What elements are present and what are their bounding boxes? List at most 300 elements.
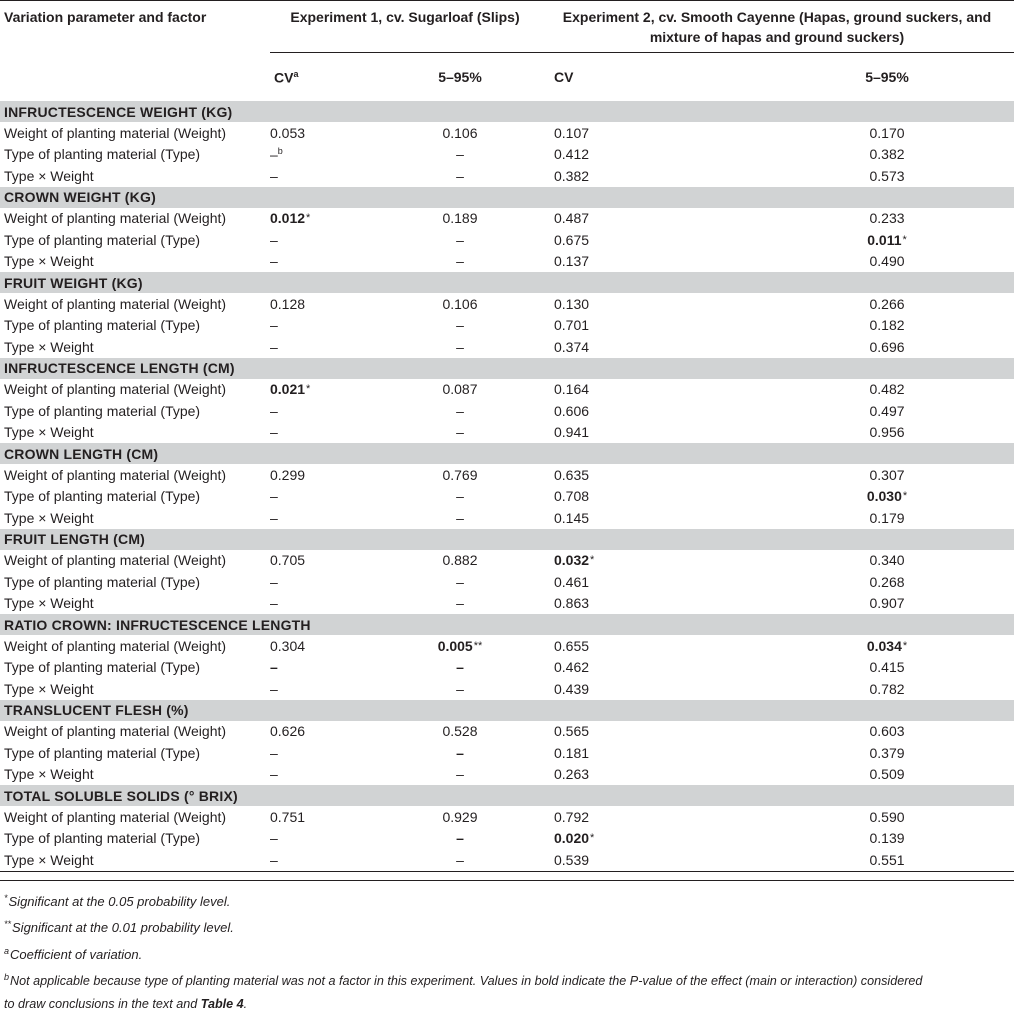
table-row: [0, 208, 1014, 230]
exp1-cv-cell: [270, 464, 380, 486]
exp1-range-cell: [380, 721, 540, 743]
table-row: [0, 486, 1014, 508]
exp2-range-cell: [760, 229, 1014, 251]
value: 0.307: [869, 467, 904, 483]
significant-value: 0.011: [867, 232, 901, 248]
value: 0.462: [554, 659, 589, 675]
exp2-cv-cell: [540, 486, 760, 508]
value: 0.528: [442, 723, 477, 739]
value: 0.106: [442, 296, 477, 312]
table-row: [0, 464, 1014, 486]
value: –: [270, 147, 278, 163]
exp1-range-cell: [380, 251, 540, 273]
significant-value: 0.005: [438, 638, 473, 654]
footnote-a-marker: a: [293, 69, 298, 79]
exp1-range-cell: [380, 507, 540, 529]
exp1-range-cell: [380, 379, 540, 401]
table-row: [0, 507, 1014, 529]
header-exp1-cv-label: CV: [274, 69, 293, 85]
value: 0.374: [554, 339, 589, 355]
value: 0.053: [270, 125, 305, 141]
value: 0.863: [554, 595, 589, 611]
table-row: [0, 336, 1014, 358]
footnote-4-continued: [4, 993, 1014, 1015]
value: 0.487: [554, 210, 589, 226]
footnote-b-marker: b: [278, 146, 283, 156]
footnote-2: [4, 913, 1014, 940]
value: 0.139: [869, 830, 904, 846]
exp2-range-cell: [760, 379, 1014, 401]
table-row: [0, 293, 1014, 315]
value: 0.675: [554, 232, 589, 248]
footnote-4-text-line2: to draw conclusions in the text and: [4, 997, 201, 1011]
row-label: Type × Weight: [0, 422, 270, 444]
exp2-range-cell: [760, 293, 1014, 315]
value: –: [270, 253, 278, 269]
value: –: [456, 510, 464, 526]
value: –: [270, 168, 278, 184]
value: –: [270, 574, 278, 590]
footnote-4-mark: b: [4, 972, 9, 982]
group-title: FRUIT WEIGHT (KG): [0, 272, 1014, 293]
exp1-range-cell: [380, 293, 540, 315]
value: –: [456, 146, 464, 162]
value: 0.708: [554, 488, 589, 504]
exp2-cv-cell: [540, 464, 760, 486]
value: 0.482: [869, 381, 904, 397]
significant-value: –: [456, 830, 464, 846]
value: 0.565: [554, 723, 589, 739]
value: 0.304: [270, 638, 305, 654]
exp1-range-cell: [380, 229, 540, 251]
exp2-range-cell: [760, 593, 1014, 615]
value: 0.461: [554, 574, 589, 590]
group-header-row: [0, 700, 1014, 721]
exp1-cv-cell: [270, 550, 380, 572]
table-row: [0, 635, 1014, 657]
row-label: Type × Weight: [0, 336, 270, 358]
exp2-range-cell: [760, 422, 1014, 444]
table-row: [0, 379, 1014, 401]
exp2-cv-cell: [540, 144, 760, 166]
value: 0.603: [869, 723, 904, 739]
value: 0.299: [270, 467, 305, 483]
exp2-cv-cell: [540, 828, 760, 850]
header-experiment-2-line1: Experiment 2, cv. Smooth Cayenne (Hapas, ground suckers, and: [540, 9, 1014, 25]
table-row: [0, 721, 1014, 743]
exp1-range-cell: [380, 742, 540, 764]
exp1-range-cell: [380, 550, 540, 572]
table-row: [0, 251, 1014, 273]
row-label: Type of planting material (Type): [0, 571, 270, 593]
value: 0.792: [554, 809, 589, 825]
footnote-1-text: Significant at the 0.05 probability level.: [9, 894, 231, 909]
table-row: [0, 165, 1014, 187]
exp2-cv-cell: [540, 122, 760, 144]
group-title: INFRUCTESCENCE WEIGHT (KG): [0, 101, 1014, 122]
value: 0.164: [554, 381, 589, 397]
table-row: [0, 315, 1014, 337]
value: 0.751: [270, 809, 305, 825]
exp1-range-cell: [380, 828, 540, 850]
value: –: [456, 681, 464, 697]
value: 0.268: [869, 574, 904, 590]
value: –: [456, 317, 464, 333]
value: –: [270, 403, 278, 419]
value: 0.379: [869, 745, 904, 761]
value: –: [456, 424, 464, 440]
exp2-cv-cell: [540, 251, 760, 273]
value: 0.182: [869, 317, 904, 333]
header-experiment-1: [270, 1, 540, 53]
exp1-cv-cell: [270, 828, 380, 850]
group-header-row: [0, 785, 1014, 806]
value: 0.439: [554, 681, 589, 697]
group-header-row: [0, 358, 1014, 379]
value: –: [456, 339, 464, 355]
exp2-cv-cell: [540, 571, 760, 593]
exp1-range-cell: [380, 635, 540, 657]
significance-marker: *: [903, 490, 907, 502]
exp2-cv-cell: [540, 293, 760, 315]
exp1-cv-cell: [270, 635, 380, 657]
row-label: Type × Weight: [0, 849, 270, 871]
value: 0.782: [869, 681, 904, 697]
row-label: Type of planting material (Type): [0, 742, 270, 764]
table-row: [0, 571, 1014, 593]
value: –: [456, 232, 464, 248]
exp1-cv-cell: [270, 721, 380, 743]
exp1-cv-cell: [270, 229, 380, 251]
exp1-cv-cell: [270, 742, 380, 764]
header-experiment-2-line2: mixture of hapas and ground suckers): [540, 29, 1014, 45]
row-label: Type of planting material (Type): [0, 229, 270, 251]
value: 0.635: [554, 467, 589, 483]
row-label: Type × Weight: [0, 165, 270, 187]
row-label: Weight of planting material (Weight): [0, 379, 270, 401]
significant-value: 0.030: [867, 488, 902, 504]
significant-value: 0.020: [554, 830, 589, 846]
exp1-range-cell: [380, 657, 540, 679]
table-body: [0, 101, 1014, 871]
footnote-2-text: Significant at the 0.01 probability level.: [12, 920, 234, 935]
exp1-cv-cell: [270, 315, 380, 337]
header-exp2-range: 5–95%: [760, 53, 1014, 102]
table-row: [0, 400, 1014, 422]
value: 0.539: [554, 852, 589, 868]
table-row: [0, 742, 1014, 764]
row-label: Weight of planting material (Weight): [0, 208, 270, 230]
exp1-range-cell: [380, 806, 540, 828]
exp2-cv-cell: [540, 400, 760, 422]
header-experiment-2: [540, 1, 1014, 53]
header-exp2-cv: CV: [540, 53, 760, 102]
table-row: [0, 764, 1014, 786]
group-title: CROWN WEIGHT (KG): [0, 187, 1014, 208]
row-label: Type of planting material (Type): [0, 828, 270, 850]
header-exp1-range: 5–95%: [380, 53, 540, 102]
table-4-link[interactable]: Table 4: [201, 997, 244, 1011]
exp2-cv-cell: [540, 165, 760, 187]
exp1-cv-cell: [270, 251, 380, 273]
significant-value: 0.012: [270, 210, 305, 226]
value: –: [456, 595, 464, 611]
value: 0.705: [270, 552, 305, 568]
exp2-range-cell: [760, 400, 1014, 422]
significance-marker: **: [474, 640, 483, 652]
exp1-cv-cell: [270, 507, 380, 529]
exp1-cv-cell: [270, 422, 380, 444]
exp2-cv-cell: [540, 593, 760, 615]
group-header-row: [0, 443, 1014, 464]
exp2-range-cell: [760, 635, 1014, 657]
group-header-row: [0, 614, 1014, 635]
value: 0.130: [554, 296, 589, 312]
value: 0.696: [869, 339, 904, 355]
footnote-4-end: .: [244, 997, 248, 1011]
exp1-cv-cell: [270, 657, 380, 679]
value: 0.263: [554, 766, 589, 782]
exp1-cv-cell: [270, 336, 380, 358]
value: –: [456, 168, 464, 184]
row-label: Type × Weight: [0, 593, 270, 615]
table-row: [0, 806, 1014, 828]
value: –: [456, 574, 464, 590]
table-row: [0, 678, 1014, 700]
exp1-range-cell: [380, 400, 540, 422]
table-row: [0, 849, 1014, 871]
exp1-range-cell: [380, 849, 540, 871]
exp1-range-cell: [380, 464, 540, 486]
table-row: [0, 144, 1014, 166]
value: 0.170: [869, 125, 904, 141]
row-label: Weight of planting material (Weight): [0, 550, 270, 572]
value: 0.128: [270, 296, 305, 312]
table-row: [0, 229, 1014, 251]
exp2-range-cell: [760, 165, 1014, 187]
exp2-range-cell: [760, 507, 1014, 529]
value: –: [456, 403, 464, 419]
value: –: [456, 766, 464, 782]
value: 0.769: [442, 467, 477, 483]
exp1-cv-cell: [270, 678, 380, 700]
header-blank: [0, 53, 270, 102]
exp1-cv-cell: [270, 486, 380, 508]
value: 0.551: [869, 852, 904, 868]
value: 0.145: [554, 510, 589, 526]
exp2-cv-cell: [540, 336, 760, 358]
exp2-cv-cell: [540, 229, 760, 251]
footnote-1-mark: *: [4, 893, 8, 903]
significant-value: –: [456, 659, 464, 675]
table-row: [0, 657, 1014, 679]
exp2-range-cell: [760, 849, 1014, 871]
exp1-range-cell: [380, 336, 540, 358]
group-header-row: [0, 101, 1014, 122]
table-row: [0, 122, 1014, 144]
header-parameter: Variation parameter and factor: [0, 1, 270, 53]
header-exp1-cv: [270, 53, 380, 102]
value: 0.956: [869, 424, 904, 440]
value: –: [270, 766, 278, 782]
value: –: [270, 339, 278, 355]
exp1-range-cell: [380, 165, 540, 187]
value: –: [270, 745, 278, 761]
value: 0.929: [442, 809, 477, 825]
header-experiment-1-label: Experiment 1, cv. Sugarloaf (Slips): [270, 9, 540, 25]
group-title: FRUIT LENGTH (CM): [0, 529, 1014, 550]
value: –: [270, 595, 278, 611]
exp2-range-cell: [760, 208, 1014, 230]
exp1-cv-cell: [270, 764, 380, 786]
exp1-range-cell: [380, 571, 540, 593]
group-header-row: [0, 187, 1014, 208]
value: 0.626: [270, 723, 305, 739]
exp2-cv-cell: [540, 635, 760, 657]
significant-value: –: [270, 659, 278, 675]
exp2-range-cell: [760, 742, 1014, 764]
exp2-range-cell: [760, 251, 1014, 273]
exp1-range-cell: [380, 315, 540, 337]
exp2-cv-cell: [540, 657, 760, 679]
exp2-cv-cell: [540, 764, 760, 786]
exp1-cv-cell: [270, 379, 380, 401]
value: 0.415: [869, 659, 904, 675]
row-label: Type × Weight: [0, 764, 270, 786]
value: –: [270, 852, 278, 868]
value: 0.233: [869, 210, 904, 226]
value: –: [456, 488, 464, 504]
row-label: Type × Weight: [0, 507, 270, 529]
exp2-range-cell: [760, 336, 1014, 358]
footnote-4-text-line1: Not applicable because type of planting material was not a factor in this experiment. Values in bold indicate the P-value of the effect (main or interaction) considered: [10, 974, 922, 988]
value: –: [270, 488, 278, 504]
value: 0.490: [869, 253, 904, 269]
exp1-cv-cell: [270, 293, 380, 315]
significance-marker: *: [306, 212, 310, 224]
exp2-range-cell: [760, 315, 1014, 337]
exp2-range-cell: [760, 657, 1014, 679]
value: –: [270, 681, 278, 697]
row-label: Weight of planting material (Weight): [0, 635, 270, 657]
row-label: Type × Weight: [0, 251, 270, 273]
footnote-3: [4, 940, 1014, 967]
value: 0.941: [554, 424, 589, 440]
exp1-range-cell: [380, 144, 540, 166]
value: –: [270, 424, 278, 440]
exp1-range-cell: [380, 208, 540, 230]
exp2-cv-cell: [540, 678, 760, 700]
exp2-range-cell: [760, 764, 1014, 786]
value: 0.179: [869, 510, 904, 526]
exp1-cv-cell: [270, 400, 380, 422]
value: 0.382: [554, 168, 589, 184]
exp1-cv-cell: [270, 122, 380, 144]
row-label: Weight of planting material (Weight): [0, 122, 270, 144]
exp2-range-cell: [760, 122, 1014, 144]
value: 0.497: [869, 403, 904, 419]
value: –: [456, 253, 464, 269]
row-label: Type of planting material (Type): [0, 144, 270, 166]
group-title: TOTAL SOLUBLE SOLIDS (° BRIX): [0, 785, 1014, 806]
group-title: CROWN LENGTH (CM): [0, 443, 1014, 464]
significant-value: 0.021: [270, 381, 305, 397]
footnote-4: [4, 966, 1014, 993]
value: 0.655: [554, 638, 589, 654]
exp2-cv-cell: [540, 507, 760, 529]
footnotes: [0, 880, 1014, 1015]
exp1-range-cell: [380, 593, 540, 615]
value: 0.882: [442, 552, 477, 568]
significance-marker: *: [903, 234, 907, 246]
exp2-range-cell: [760, 721, 1014, 743]
group-header-row: [0, 529, 1014, 550]
value: 0.509: [869, 766, 904, 782]
value: –: [456, 852, 464, 868]
row-label: Weight of planting material (Weight): [0, 721, 270, 743]
exp2-range-cell: [760, 550, 1014, 572]
value: 0.137: [554, 253, 589, 269]
row-label: Type of planting material (Type): [0, 315, 270, 337]
significance-marker: *: [306, 383, 310, 395]
value: 0.701: [554, 317, 589, 333]
exp2-cv-cell: [540, 742, 760, 764]
row-label: Type of planting material (Type): [0, 657, 270, 679]
value: 0.340: [869, 552, 904, 568]
value: 0.106: [442, 125, 477, 141]
value: 0.573: [869, 168, 904, 184]
footnote-3-text: Coefficient of variation.: [10, 947, 142, 962]
exp2-cv-cell: [540, 849, 760, 871]
exp1-cv-cell: [270, 165, 380, 187]
group-header-row: [0, 272, 1014, 293]
value: 0.266: [869, 296, 904, 312]
exp1-cv-cell: [270, 571, 380, 593]
exp1-range-cell: [380, 122, 540, 144]
exp1-range-cell: [380, 486, 540, 508]
value: –: [270, 830, 278, 846]
value: –: [270, 510, 278, 526]
value: 0.181: [554, 745, 589, 761]
group-title: RATIO CROWN: INFRUCTESCENCE LENGTH: [0, 614, 1014, 635]
significant-value: 0.034: [867, 638, 902, 654]
row-label: Weight of planting material (Weight): [0, 293, 270, 315]
exp1-range-cell: [380, 422, 540, 444]
table-row: [0, 550, 1014, 572]
exp2-cv-cell: [540, 721, 760, 743]
exp2-cv-cell: [540, 806, 760, 828]
row-label: Type × Weight: [0, 678, 270, 700]
significance-marker: *: [590, 554, 594, 566]
table-row: [0, 828, 1014, 850]
exp1-range-cell: [380, 678, 540, 700]
exp2-range-cell: [760, 678, 1014, 700]
row-label: Weight of planting material (Weight): [0, 806, 270, 828]
footnote-2-mark: **: [4, 919, 11, 929]
row-label: Type of planting material (Type): [0, 400, 270, 422]
value: 0.087: [442, 381, 477, 397]
value: –: [270, 317, 278, 333]
significant-value: 0.032: [554, 552, 589, 568]
exp2-range-cell: [760, 806, 1014, 828]
exp2-range-cell: [760, 828, 1014, 850]
significant-value: –: [456, 745, 464, 761]
significance-marker: *: [590, 832, 594, 844]
table-row: [0, 593, 1014, 615]
significance-marker: *: [903, 640, 907, 652]
value: 0.907: [869, 595, 904, 611]
exp2-cv-cell: [540, 208, 760, 230]
